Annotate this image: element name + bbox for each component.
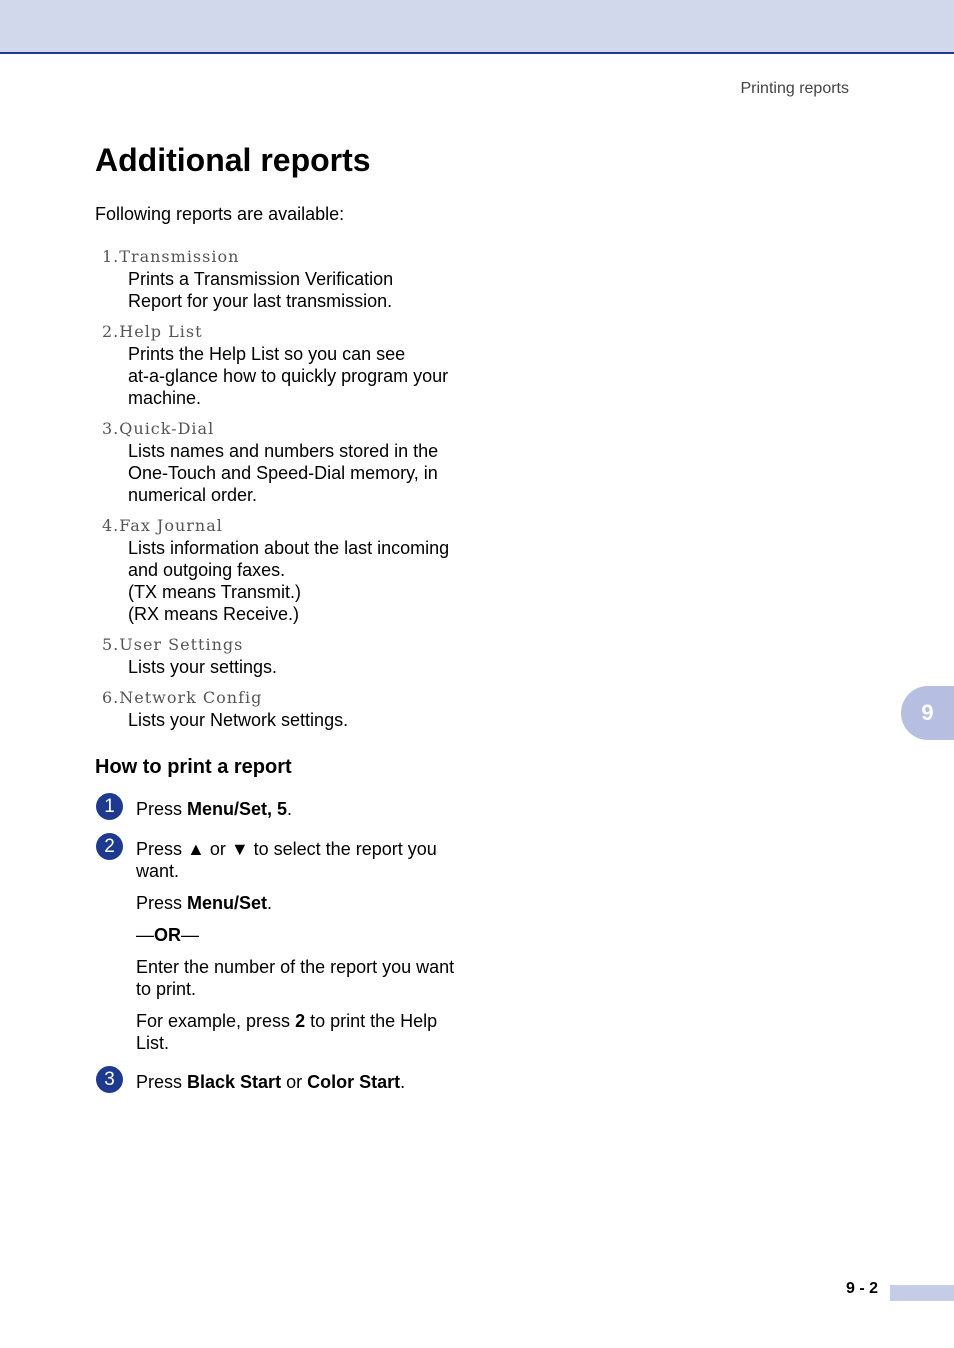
or-separator: [136, 924, 466, 946]
report-description: [128, 440, 482, 506]
report-name: 1.Transmission: [102, 247, 240, 266]
report-name: 5.User Settings: [102, 635, 244, 654]
report-item: [102, 515, 482, 625]
report-desc-line: Prints a Transmission Verification: [128, 269, 394, 289]
step-text-segment: .: [267, 893, 273, 913]
report-item: [102, 687, 482, 731]
report-desc-line: Prints the Help List so you can see: [128, 344, 406, 364]
step-text-segment: or: [281, 1072, 308, 1092]
step-2-text: [136, 838, 466, 1054]
report-desc-line: Lists names and numbers stored in the: [128, 441, 439, 461]
report-description: [128, 537, 482, 625]
top-band: [0, 0, 954, 54]
step-2-line: List.: [136, 1033, 170, 1053]
step-1-line: [136, 798, 466, 820]
or-dash: —: [181, 925, 199, 945]
section-title: How to print a report: [95, 756, 292, 778]
step-text-segment: .: [400, 1072, 406, 1092]
key-label: Menu/Set, 5: [187, 799, 288, 819]
report-item: [102, 634, 482, 678]
or-label: OR: [154, 925, 181, 945]
intro-text: Following reports are available:: [95, 204, 345, 224]
report-desc-line: (TX means Transmit.): [128, 582, 302, 602]
step-2-example-line: [136, 1010, 466, 1032]
step-3-badge: 3: [96, 1066, 123, 1093]
report-description: [128, 343, 482, 409]
report-desc-line: Lists information about the last incoming: [128, 538, 450, 558]
step-text-segment: For example, press: [136, 1011, 296, 1031]
step-2-press-line: [136, 892, 466, 914]
step-2-line: Enter the number of the report you want: [136, 957, 455, 977]
key-label: Color Start: [307, 1072, 401, 1092]
step-1-badge: 1: [96, 793, 123, 820]
report-description: [128, 268, 482, 312]
step-text-segment: Press: [136, 799, 188, 819]
report-name: 3.Quick-Dial: [102, 419, 215, 438]
step-2-line: want.: [136, 861, 180, 881]
step-1-text: [136, 798, 466, 820]
step-text-segment: Press: [136, 1072, 188, 1092]
running-header: Printing reports: [740, 80, 849, 97]
report-desc-line: Lists your settings.: [128, 657, 278, 677]
reports-list: [102, 246, 482, 740]
report-desc-line: Lists your Network settings.: [128, 710, 349, 730]
step-text-segment: to print the Help: [305, 1011, 438, 1031]
step-3-line: [136, 1071, 466, 1093]
report-item: [102, 321, 482, 409]
step-2-line: to print.: [136, 979, 197, 999]
step-text-segment: Press: [136, 893, 188, 913]
or-dash: —: [136, 925, 154, 945]
report-name: 4.Fax Journal: [102, 516, 223, 535]
page-title: Additional reports: [95, 142, 371, 178]
key-label: Menu/Set: [187, 893, 268, 913]
report-desc-line: machine.: [128, 388, 202, 408]
key-label: Black Start: [187, 1072, 282, 1092]
report-name: 6.Network Config: [102, 688, 263, 707]
footer-bar: [890, 1285, 954, 1301]
report-item: [102, 418, 482, 506]
report-description: [128, 656, 482, 678]
page-number: 9 - 2: [846, 1280, 879, 1297]
report-item: [102, 246, 482, 312]
step-2-line: Press ▲ or ▼ to select the report you: [136, 839, 437, 859]
step-2-badge: 2: [96, 833, 123, 860]
report-desc-line: and outgoing faxes.: [128, 560, 286, 580]
report-desc-line: Report for your last transmission.: [128, 291, 393, 311]
step-3-text: [136, 1071, 466, 1093]
report-desc-line: (RX means Receive.): [128, 604, 300, 624]
key-label: 2: [295, 1011, 306, 1031]
report-description: [128, 709, 482, 731]
chapter-tab: 9: [901, 686, 954, 740]
step-text-segment: .: [287, 799, 293, 819]
report-desc-line: One-Touch and Speed-Dial memory, in: [128, 463, 438, 483]
report-desc-line: numerical order.: [128, 485, 258, 505]
report-name: 2.Help List: [102, 322, 203, 341]
report-desc-line: at-a-glance how to quickly program your: [128, 366, 449, 386]
